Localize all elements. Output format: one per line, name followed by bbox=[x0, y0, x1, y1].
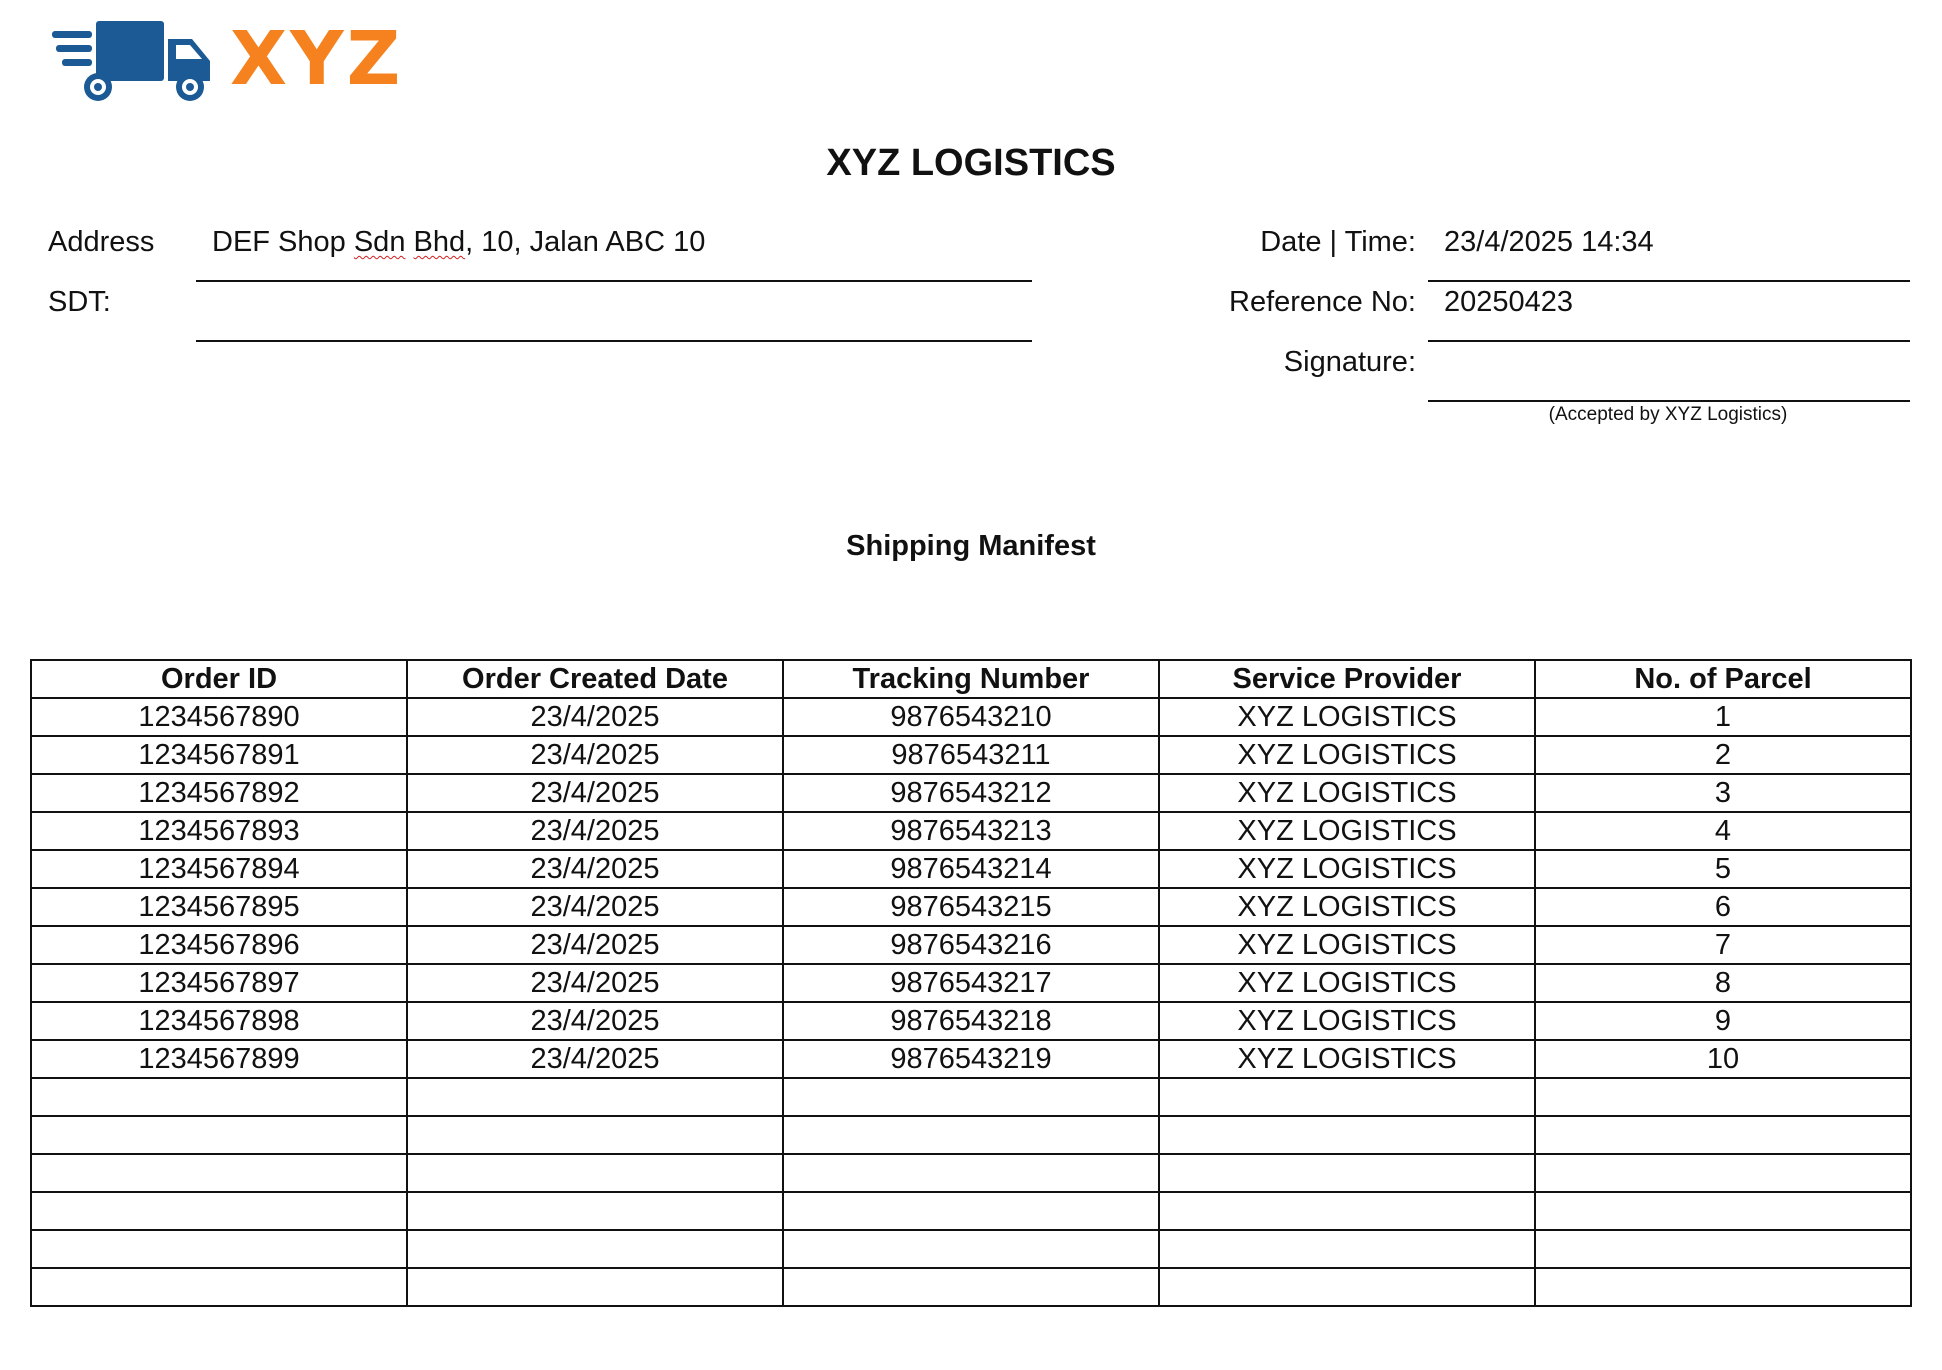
parcel-count-cell: 4 bbox=[1535, 812, 1911, 850]
tracking-number-cell bbox=[783, 1154, 1159, 1192]
table-row bbox=[31, 1116, 1911, 1154]
company-logo bbox=[52, 14, 403, 104]
parcel-count-cell bbox=[1535, 1268, 1911, 1306]
service-provider-cell: XYZ LOGISTICS bbox=[1159, 964, 1535, 1002]
column-header: Tracking Number bbox=[783, 660, 1159, 698]
order-date-cell bbox=[407, 1268, 783, 1306]
order-id-cell bbox=[31, 1116, 407, 1154]
service-provider-cell bbox=[1159, 1192, 1535, 1230]
table-row bbox=[31, 1078, 1911, 1116]
order-date-cell: 23/4/2025 bbox=[407, 964, 783, 1002]
service-provider-cell bbox=[1159, 1078, 1535, 1116]
address-text-part: , 10, Jalan ABC 10 bbox=[465, 226, 706, 258]
column-header: Service Provider bbox=[1159, 660, 1535, 698]
table-row bbox=[31, 926, 1911, 964]
table-row bbox=[31, 964, 1911, 1002]
order-date-cell: 23/4/2025 bbox=[407, 698, 783, 736]
service-provider-cell: XYZ LOGISTICS bbox=[1159, 698, 1535, 736]
tracking-number-cell: 9876543213 bbox=[783, 812, 1159, 850]
service-provider-cell: XYZ LOGISTICS bbox=[1159, 1002, 1535, 1040]
tracking-number-cell bbox=[783, 1192, 1159, 1230]
tracking-number-cell bbox=[783, 1116, 1159, 1154]
parcel-count-cell: 10 bbox=[1535, 1040, 1911, 1078]
logo-text: XYZ bbox=[230, 16, 404, 102]
table-row bbox=[31, 1192, 1911, 1230]
address-text-part: Sdn bbox=[353, 226, 406, 258]
reference-label: Reference No: bbox=[1229, 286, 1416, 318]
address-text-part: DEF Shop bbox=[212, 226, 354, 258]
address-value bbox=[212, 226, 705, 259]
tracking-number-cell: 9876543216 bbox=[783, 926, 1159, 964]
service-provider-cell bbox=[1159, 1230, 1535, 1268]
address-label: Address bbox=[48, 226, 155, 258]
address-underline bbox=[196, 280, 1032, 282]
parcel-count-cell: 2 bbox=[1535, 736, 1911, 774]
service-provider-cell bbox=[1159, 1268, 1535, 1306]
parcel-count-cell: 5 bbox=[1535, 850, 1911, 888]
parcel-count-cell: 1 bbox=[1535, 698, 1911, 736]
order-id-cell bbox=[31, 1192, 407, 1230]
order-date-cell bbox=[407, 1116, 783, 1154]
order-date-cell bbox=[407, 1192, 783, 1230]
address-text-part: Bhd bbox=[413, 226, 466, 258]
delivery-truck-icon bbox=[52, 17, 212, 101]
table-row bbox=[31, 1268, 1911, 1306]
order-date-cell bbox=[407, 1078, 783, 1116]
order-id-cell: 1234567896 bbox=[31, 926, 407, 964]
tracking-number-cell bbox=[783, 1078, 1159, 1116]
service-provider-cell: XYZ LOGISTICS bbox=[1159, 812, 1535, 850]
order-date-cell bbox=[407, 1154, 783, 1192]
order-date-cell: 23/4/2025 bbox=[407, 850, 783, 888]
parcel-count-cell bbox=[1535, 1116, 1911, 1154]
signature-note: (Accepted by XYZ Logistics) bbox=[1548, 404, 1788, 425]
address-text-part bbox=[405, 226, 413, 258]
service-provider-cell: XYZ LOGISTICS bbox=[1159, 926, 1535, 964]
order-date-cell: 23/4/2025 bbox=[407, 774, 783, 812]
table-row bbox=[31, 1002, 1911, 1040]
service-provider-cell: XYZ LOGISTICS bbox=[1159, 888, 1535, 926]
parcel-count-cell bbox=[1535, 1154, 1911, 1192]
table-row bbox=[31, 774, 1911, 812]
table-row bbox=[31, 698, 1911, 736]
signature-underline bbox=[1428, 400, 1910, 402]
order-date-cell: 23/4/2025 bbox=[407, 926, 783, 964]
order-id-cell: 1234567897 bbox=[31, 964, 407, 1002]
parcel-count-cell bbox=[1535, 1230, 1911, 1268]
tracking-number-cell bbox=[783, 1230, 1159, 1268]
column-header: Order Created Date bbox=[407, 660, 783, 698]
order-id-cell bbox=[31, 1154, 407, 1192]
order-id-cell: 1234567890 bbox=[31, 698, 407, 736]
service-provider-cell: XYZ LOGISTICS bbox=[1159, 850, 1535, 888]
table-row bbox=[31, 812, 1911, 850]
table-row bbox=[31, 1040, 1911, 1078]
order-id-cell bbox=[31, 1230, 407, 1268]
order-date-cell: 23/4/2025 bbox=[407, 812, 783, 850]
parcel-count-cell bbox=[1535, 1192, 1911, 1230]
column-header: No. of Parcel bbox=[1535, 660, 1911, 698]
order-id-cell: 1234567899 bbox=[31, 1040, 407, 1078]
parcel-count-cell: 7 bbox=[1535, 926, 1911, 964]
table-row bbox=[31, 1154, 1911, 1192]
column-header: Order ID bbox=[31, 660, 407, 698]
order-id-cell: 1234567891 bbox=[31, 736, 407, 774]
order-id-cell bbox=[31, 1268, 407, 1306]
service-provider-cell bbox=[1159, 1154, 1535, 1192]
table-row bbox=[31, 1230, 1911, 1268]
order-date-cell bbox=[407, 1230, 783, 1268]
order-id-cell: 1234567894 bbox=[31, 850, 407, 888]
document-title: XYZ LOGISTICS bbox=[826, 142, 1116, 184]
order-date-cell: 23/4/2025 bbox=[407, 1002, 783, 1040]
service-provider-cell: XYZ LOGISTICS bbox=[1159, 736, 1535, 774]
service-provider-cell bbox=[1159, 1116, 1535, 1154]
manifest-title: Shipping Manifest bbox=[846, 530, 1096, 562]
manifest-table bbox=[30, 659, 1912, 1307]
table-row bbox=[31, 888, 1911, 926]
tracking-number-cell: 9876543218 bbox=[783, 1002, 1159, 1040]
tracking-number-cell bbox=[783, 1268, 1159, 1306]
sdt-underline bbox=[196, 340, 1032, 342]
reference-value: 20250423 bbox=[1444, 286, 1574, 318]
tracking-number-cell: 9876543210 bbox=[783, 698, 1159, 736]
sdt-label: SDT: bbox=[48, 286, 111, 318]
tracking-number-cell: 9876543217 bbox=[783, 964, 1159, 1002]
datetime-value: 23/4/2025 14:34 bbox=[1444, 226, 1654, 258]
table-header-row bbox=[31, 660, 1911, 698]
datetime-underline bbox=[1428, 280, 1910, 282]
order-date-cell: 23/4/2025 bbox=[407, 888, 783, 926]
parcel-count-cell: 3 bbox=[1535, 774, 1911, 812]
datetime-label: Date | Time: bbox=[1260, 226, 1416, 258]
parcel-count-cell: 8 bbox=[1535, 964, 1911, 1002]
tracking-number-cell: 9876543219 bbox=[783, 1040, 1159, 1078]
parcel-count-cell bbox=[1535, 1078, 1911, 1116]
order-date-cell: 23/4/2025 bbox=[407, 1040, 783, 1078]
tracking-number-cell: 9876543212 bbox=[783, 774, 1159, 812]
reference-underline bbox=[1428, 340, 1910, 342]
service-provider-cell: XYZ LOGISTICS bbox=[1159, 1040, 1535, 1078]
tracking-number-cell: 9876543214 bbox=[783, 850, 1159, 888]
order-id-cell bbox=[31, 1078, 407, 1116]
table-row bbox=[31, 736, 1911, 774]
parcel-count-cell: 6 bbox=[1535, 888, 1911, 926]
order-date-cell: 23/4/2025 bbox=[407, 736, 783, 774]
parcel-count-cell: 9 bbox=[1535, 1002, 1911, 1040]
table-row bbox=[31, 850, 1911, 888]
service-provider-cell: XYZ LOGISTICS bbox=[1159, 774, 1535, 812]
order-id-cell: 1234567895 bbox=[31, 888, 407, 926]
order-id-cell: 1234567893 bbox=[31, 812, 407, 850]
tracking-number-cell: 9876543215 bbox=[783, 888, 1159, 926]
order-id-cell: 1234567898 bbox=[31, 1002, 407, 1040]
order-id-cell: 1234567892 bbox=[31, 774, 407, 812]
tracking-number-cell: 9876543211 bbox=[783, 736, 1159, 774]
signature-label: Signature: bbox=[1283, 346, 1416, 378]
